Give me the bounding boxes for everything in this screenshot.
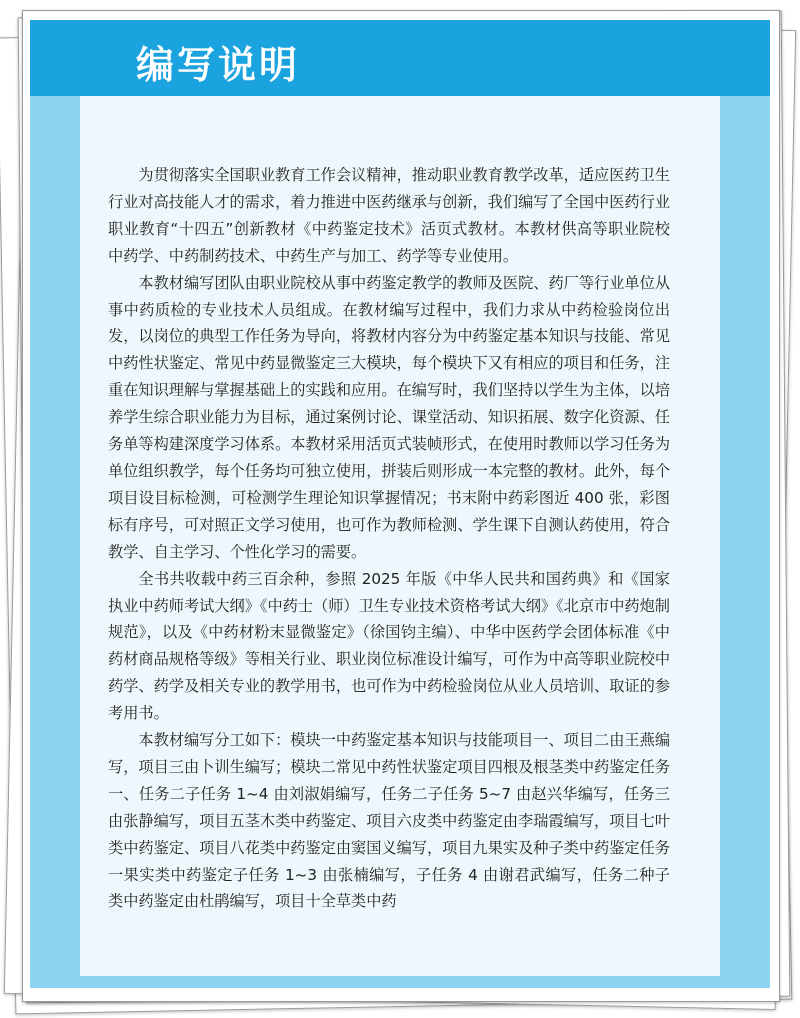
paragraph-references: 全书共收载中药三百余种，参照 2025 年版《中华人民共和国药典》和《国家执业中药师考试大纲》《中药士（师）卫生专业技术资格考试大纲》《北京市中药炮制规范》，以及《中药材粉末显微鉴定》（徐国钧主编）、中华中医药学会团体标准《中药材商品规格等级》等相关行业、职业岗位标准设计编写，可作为中高等职业院校中药学、药学及相关专业的教学用书，也可作为中药检验岗位从业人员培训、取证的参考用书。 — [108, 569, 670, 723]
page-title: 编写说明 — [136, 43, 301, 87]
paragraph-team: 本教材编写团队由职业院校从事中药鉴定教学的教师及医院、药厂等行业单位从事中药质检的专业技术人员组成。在教材编写过程中，我们力求从中药检验岗位出发，以岗位的典型工作任务为导向，将教材内容分为中药鉴定基本知识与技能、常见中药性状鉴定、常见中药显微鉴定三大模块，每个模块下又有相应的项目和任务，注重在知识理解与掌握基础上的实践和应用。在编写时，我们坚持以学生为主体，以培养学生综合职业能力为目标，通过案例讨论、课堂活动、知识拓展、数字化资源、任务单等构建深度学习体系。本教材采用活页式装帧形式，在使用时教师以学习任务为单位组织教学，每个任务均可独立使用，拼装后则形成一本完整的教材。此外，每个项目设目标检测，可检测学生理论知识掌握情况；书末附中药彩图近 400 张，彩图标有序号，可对照正文学习使用，也可作为教师检测、学生课下自测认药使用，符合教学、自主学习、个性化学习的需要。 — [108, 273, 670, 561]
title-banner — [30, 20, 770, 96]
paragraph-purpose: 为贯彻落实全国职业教育工作会议精神，推动职业教育教学改革，适应医药卫生行业对高技能人才的需求，着力推进中医药继承与创新，我们编写了全国中医药行业职业教育“十四五”创新教材《中药鉴定技术》活页式教材。本教材供高等职业院校中药学、中药制药技术、中药生产与加工、药学等专业使用。 — [108, 166, 670, 265]
page-frame — [30, 20, 770, 988]
content-panel — [80, 96, 720, 976]
body-text — [108, 162, 670, 915]
paragraph-division: 本教材编写分工如下：模块一中药鉴定基本知识与技能项目一、项目二由王燕编写，项目三由卜训生编写；模块二常见中药性状鉴定项目四根及根茎类中药鉴定任务一、任务二子任务 1~4 由刘淑娟编写，任务二子任务 5~7 由赵兴华编写，任务三由张静编写，项目五茎木类中药鉴定、项目六皮类中药鉴定由李瑞霞编写，项目七叶类中药鉴定、项目八花类中药鉴定由窦国义编写，项目九果实及种子类中药鉴定任务一果实类中药鉴定子任务 1~3 由张楠编写，子任务 4 由谢君武编写，任务二种子类中药鉴定由杜鹃编写，项目十全草类中药 — [108, 731, 670, 911]
